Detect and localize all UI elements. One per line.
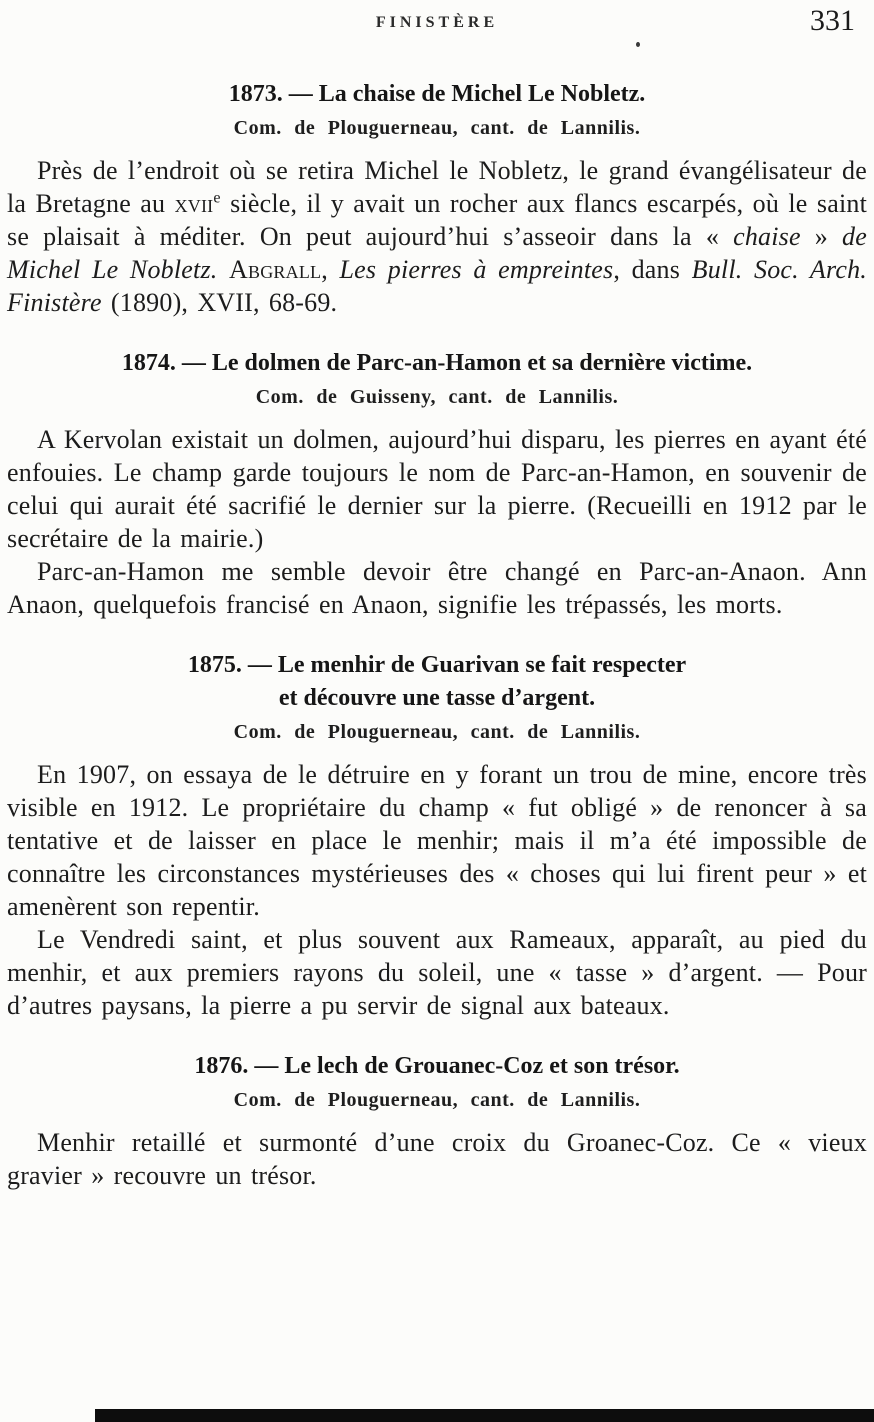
running-title: FINISTÈRE bbox=[375, 14, 499, 31]
section-title: 1873. — La chaise de Michel Le Nobletz. bbox=[228, 81, 646, 107]
section-subtitle: Com. de Plouguerneau, cant. de Lannilis. bbox=[233, 721, 641, 743]
section-subtitle: Com. de Plouguerneau, cant. de Lannilis. bbox=[233, 1089, 641, 1111]
section-title-line-2: et découvre une tasse d’argent. bbox=[278, 685, 596, 711]
section-subtitle: Com. de Guisseny, cant. de Lannilis. bbox=[255, 386, 619, 408]
section-1873 bbox=[7, 78, 867, 319]
section-1875 bbox=[7, 649, 867, 1022]
section-1876 bbox=[7, 1050, 867, 1192]
section-title: 1876. — Le lech de Grouanec-Coz et son trésor. bbox=[194, 1053, 680, 1079]
paragraph: Près de l’endroit où se retira Michel le Nobletz, le grand évangélisateur de la Bretagne au xvii$^e$ siècle, il y avait un rocher aux flancs escarpés, où le saint se plaisait à méditer. On peut aujourd’hui s’asseoir dans la « chaise » de Michel Le Nobletz. Abgrall, Les pierres à empreintes, dans Bull. Soc. Arch. Finistère (1890), XVII, 68-69. bbox=[7, 156, 868, 317]
section-title: 1875. — Le menhir de Guarivan se fait respecter bbox=[187, 652, 687, 678]
paragraph: Menhir retaillé et surmonté d’une croix du Groanec-Coz. Ce « vieux gravier » recouvre un trésor. bbox=[7, 1128, 867, 1190]
section-1874 bbox=[7, 347, 867, 621]
paragraph: A Kervolan existait un dolmen, aujourd’hui disparu, les pierres en ayant été enfouies. Le champ garde toujours le nom de Parc-an-Hamon, en souvenir de celui qui aurait été sacrifié le dernier sur la pierre. (Recueilli en 1912 par le secrétaire de la mairie.) bbox=[7, 425, 867, 553]
page-number: 331 bbox=[810, 4, 855, 37]
scan-edge-artifact bbox=[95, 1409, 874, 1422]
ink-dot-artifact bbox=[636, 42, 640, 47]
section-subtitle: Com. de Plouguerneau, cant. de Lannilis. bbox=[233, 117, 641, 139]
paragraph: En 1907, on essaya de le détruire en y forant un trou de mine, encore très visible en 1912. Le propriétaire du champ « fut obligé » de renoncer à sa tentative et de laisser en place le menhir; mais il m’a été impossible de connaître les circonstances mystérieuses des « choses qui lui firent peur » et amenèrent son repentir. bbox=[7, 760, 867, 921]
paragraph: Parc-an-Hamon me semble devoir être changé en Parc-an-Anaon. Ann Anaon, quelquefois francisé en Anaon, signifie les trépassés, les morts. bbox=[7, 557, 867, 619]
paragraph: Le Vendredi saint, et plus souvent aux Rameaux, apparaît, au pied du menhir, et aux premiers rayons du soleil, une « tasse » d’argent. — Pour d’autres paysans, la pierre a pu servir de signal aux bateaux. bbox=[7, 925, 867, 1020]
section-title: 1874. — Le dolmen de Parc-an-Hamon et sa dernière victime. bbox=[121, 350, 753, 376]
running-head bbox=[7, 4, 867, 44]
